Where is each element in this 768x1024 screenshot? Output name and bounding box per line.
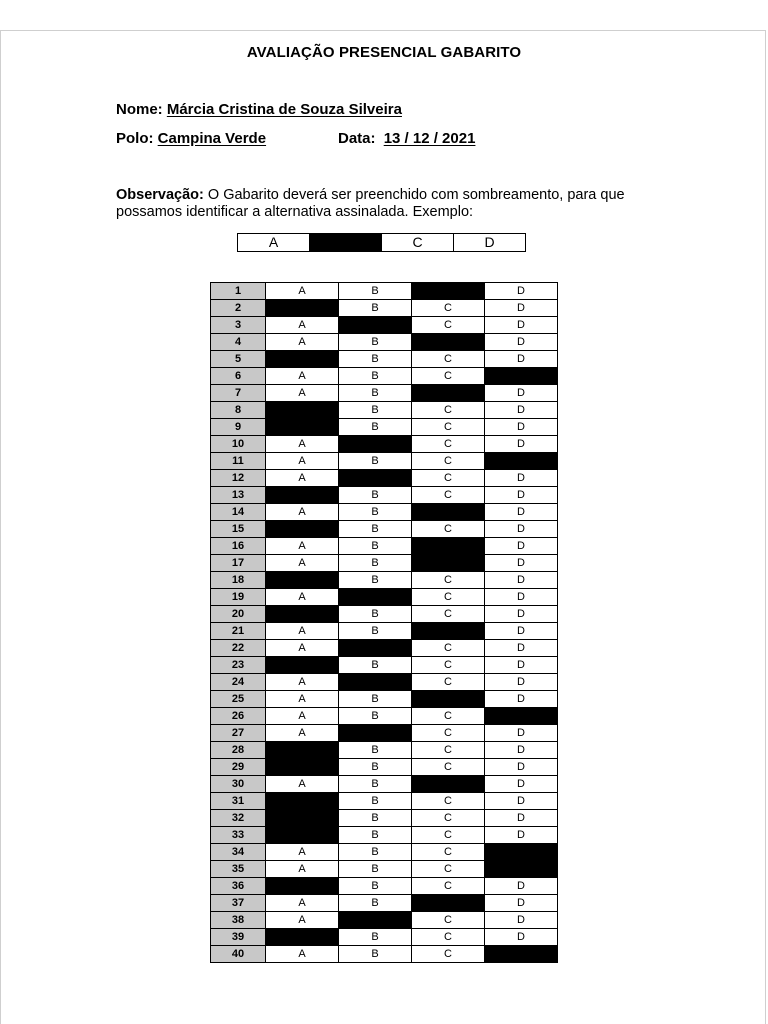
option-d: D — [485, 385, 558, 402]
option-a: A — [266, 555, 339, 572]
option-d: D — [485, 555, 558, 572]
page-title: AVALIAÇÃO PRESENCIAL GABARITO — [246, 44, 522, 61]
question-number: 22 — [211, 640, 266, 657]
option-b: B — [339, 861, 412, 878]
question-number: 23 — [211, 657, 266, 674]
option-c: C — [412, 759, 485, 776]
option-d — [485, 861, 558, 878]
answer-row — [211, 572, 558, 589]
answer-row — [211, 878, 558, 895]
question-number: 40 — [211, 946, 266, 963]
option-d: D — [485, 521, 558, 538]
option-d: D — [485, 487, 558, 504]
option-a — [266, 878, 339, 895]
option-a: A — [266, 691, 339, 708]
option-a: A — [266, 589, 339, 606]
option-c — [412, 334, 485, 351]
answer-row — [211, 827, 558, 844]
option-a: A — [266, 623, 339, 640]
option-b: B — [339, 538, 412, 555]
answer-row — [211, 623, 558, 640]
option-d: D — [485, 725, 558, 742]
option-a: A — [266, 317, 339, 334]
question-number: 1 — [211, 283, 266, 300]
option-c: C — [412, 606, 485, 623]
option-c: C — [412, 436, 485, 453]
answer-row — [211, 793, 558, 810]
question-number: 10 — [211, 436, 266, 453]
answer-row — [211, 283, 558, 300]
answer-row — [211, 691, 558, 708]
polo-label: Polo: — [116, 130, 154, 147]
option-c: C — [412, 793, 485, 810]
option-b: B — [339, 606, 412, 623]
option-b — [339, 912, 412, 929]
option-b: B — [339, 810, 412, 827]
question-number: 20 — [211, 606, 266, 623]
answer-row — [211, 317, 558, 334]
answer-row — [211, 368, 558, 385]
answer-key-table — [210, 282, 558, 963]
name-label: Nome: — [116, 101, 163, 118]
question-number: 33 — [211, 827, 266, 844]
option-b: B — [339, 385, 412, 402]
option-c: C — [412, 521, 485, 538]
option-d: D — [485, 589, 558, 606]
option-b: B — [339, 368, 412, 385]
option-a: A — [266, 453, 339, 470]
answer-row — [211, 861, 558, 878]
option-d — [485, 368, 558, 385]
answer-row — [211, 759, 558, 776]
option-d: D — [485, 640, 558, 657]
answer-row — [211, 912, 558, 929]
answer-row — [211, 742, 558, 759]
option-d: D — [485, 742, 558, 759]
option-b — [339, 470, 412, 487]
option-b: B — [339, 895, 412, 912]
option-c — [412, 555, 485, 572]
option-d: D — [485, 827, 558, 844]
option-c: C — [412, 929, 485, 946]
observation-label: Observação: — [116, 187, 204, 203]
answer-row — [211, 776, 558, 793]
example-option-b — [310, 234, 382, 252]
option-a: A — [266, 861, 339, 878]
option-d: D — [485, 402, 558, 419]
question-number: 21 — [211, 623, 266, 640]
option-a: A — [266, 776, 339, 793]
option-d: D — [485, 657, 558, 674]
option-a — [266, 572, 339, 589]
option-c: C — [412, 487, 485, 504]
option-c: C — [412, 946, 485, 963]
option-c: C — [412, 674, 485, 691]
option-d: D — [485, 912, 558, 929]
option-b — [339, 589, 412, 606]
answer-row — [211, 810, 558, 827]
answer-row — [211, 402, 558, 419]
option-d — [485, 946, 558, 963]
option-d: D — [485, 759, 558, 776]
question-number: 11 — [211, 453, 266, 470]
option-b: B — [339, 946, 412, 963]
question-number: 39 — [211, 929, 266, 946]
option-b: B — [339, 351, 412, 368]
question-number: 6 — [211, 368, 266, 385]
option-d: D — [485, 572, 558, 589]
question-number: 12 — [211, 470, 266, 487]
option-a — [266, 487, 339, 504]
option-c: C — [412, 742, 485, 759]
observation-body: O Gabarito deverá ser preenchido com sombreamento, para que possamos identificar a alternativa assinalada. Exemplo: — [116, 187, 625, 220]
answer-row — [211, 657, 558, 674]
option-d: D — [485, 351, 558, 368]
option-d — [485, 844, 558, 861]
question-number: 16 — [211, 538, 266, 555]
option-b: B — [339, 334, 412, 351]
option-a — [266, 759, 339, 776]
example-option-a: A — [238, 234, 310, 252]
option-a: A — [266, 334, 339, 351]
answer-row — [211, 640, 558, 657]
option-b: B — [339, 691, 412, 708]
option-b — [339, 725, 412, 742]
example-option-d: D — [454, 234, 526, 252]
option-b: B — [339, 657, 412, 674]
option-c: C — [412, 368, 485, 385]
answer-row — [211, 521, 558, 538]
option-c — [412, 623, 485, 640]
option-b: B — [339, 759, 412, 776]
option-b: B — [339, 504, 412, 521]
option-b: B — [339, 776, 412, 793]
option-b: B — [339, 521, 412, 538]
option-b: B — [339, 929, 412, 946]
answer-row — [211, 538, 558, 555]
question-number: 30 — [211, 776, 266, 793]
option-b: B — [339, 708, 412, 725]
question-number: 35 — [211, 861, 266, 878]
question-number: 18 — [211, 572, 266, 589]
option-c — [412, 385, 485, 402]
answer-row — [211, 504, 558, 521]
option-b: B — [339, 402, 412, 419]
option-b: B — [339, 300, 412, 317]
option-d: D — [485, 538, 558, 555]
option-a: A — [266, 725, 339, 742]
option-b — [339, 640, 412, 657]
answer-row — [211, 708, 558, 725]
option-a: A — [266, 504, 339, 521]
option-d: D — [485, 929, 558, 946]
date-value: 13 / 12 / 2021 — [383, 130, 476, 147]
answer-row — [211, 419, 558, 436]
option-d: D — [485, 504, 558, 521]
example-answer-row — [237, 233, 526, 252]
option-a — [266, 521, 339, 538]
question-number: 13 — [211, 487, 266, 504]
option-a: A — [266, 912, 339, 929]
option-c: C — [412, 470, 485, 487]
answer-row — [211, 453, 558, 470]
question-number: 4 — [211, 334, 266, 351]
option-a: A — [266, 538, 339, 555]
option-d: D — [485, 436, 558, 453]
option-c: C — [412, 317, 485, 334]
option-b — [339, 674, 412, 691]
option-a: A — [266, 640, 339, 657]
option-c — [412, 776, 485, 793]
option-a: A — [266, 436, 339, 453]
option-d: D — [485, 793, 558, 810]
answer-row — [211, 470, 558, 487]
option-b: B — [339, 793, 412, 810]
option-d: D — [485, 623, 558, 640]
question-number: 15 — [211, 521, 266, 538]
question-number: 31 — [211, 793, 266, 810]
option-a — [266, 742, 339, 759]
option-b: B — [339, 419, 412, 436]
option-c: C — [412, 657, 485, 674]
option-a: A — [266, 674, 339, 691]
answer-row — [211, 555, 558, 572]
question-number: 8 — [211, 402, 266, 419]
option-a — [266, 419, 339, 436]
option-a: A — [266, 283, 339, 300]
question-number: 37 — [211, 895, 266, 912]
option-b: B — [339, 844, 412, 861]
option-d: D — [485, 300, 558, 317]
option-b — [339, 317, 412, 334]
answer-row — [211, 929, 558, 946]
option-b: B — [339, 555, 412, 572]
option-a: A — [266, 708, 339, 725]
question-number: 25 — [211, 691, 266, 708]
option-a: A — [266, 946, 339, 963]
question-number: 36 — [211, 878, 266, 895]
answer-row — [211, 606, 558, 623]
option-b: B — [339, 742, 412, 759]
answer-row — [211, 589, 558, 606]
option-c: C — [412, 810, 485, 827]
option-c: C — [412, 351, 485, 368]
option-b: B — [339, 283, 412, 300]
option-b — [339, 436, 412, 453]
option-d: D — [485, 810, 558, 827]
option-d: D — [485, 334, 558, 351]
option-a — [266, 793, 339, 810]
option-d: D — [485, 895, 558, 912]
question-number: 32 — [211, 810, 266, 827]
answer-row — [211, 351, 558, 368]
question-number: 24 — [211, 674, 266, 691]
example-option-c: C — [382, 234, 454, 252]
option-d: D — [485, 283, 558, 300]
option-a: A — [266, 385, 339, 402]
question-number: 9 — [211, 419, 266, 436]
answer-row — [211, 334, 558, 351]
answer-row — [211, 725, 558, 742]
option-b: B — [339, 572, 412, 589]
option-a — [266, 402, 339, 419]
option-d: D — [485, 317, 558, 334]
option-c: C — [412, 708, 485, 725]
option-d: D — [485, 878, 558, 895]
observation-text — [116, 187, 656, 221]
option-a — [266, 300, 339, 317]
polo-line — [116, 130, 266, 147]
student-name-line — [116, 101, 402, 118]
question-number: 14 — [211, 504, 266, 521]
polo-value: Campina Verde — [157, 130, 267, 147]
option-a — [266, 606, 339, 623]
option-c: C — [412, 589, 485, 606]
question-number: 2 — [211, 300, 266, 317]
option-d — [485, 453, 558, 470]
option-d: D — [485, 606, 558, 623]
option-a — [266, 827, 339, 844]
answer-row — [211, 844, 558, 861]
option-c: C — [412, 453, 485, 470]
option-c: C — [412, 402, 485, 419]
option-d — [485, 708, 558, 725]
answer-row — [211, 487, 558, 504]
option-a: A — [266, 470, 339, 487]
name-value: Márcia Cristina de Souza Silveira — [166, 101, 402, 118]
option-c — [412, 691, 485, 708]
option-c: C — [412, 827, 485, 844]
question-number: 19 — [211, 589, 266, 606]
question-number: 3 — [211, 317, 266, 334]
answer-row — [211, 674, 558, 691]
question-number: 34 — [211, 844, 266, 861]
option-c: C — [412, 725, 485, 742]
question-number: 7 — [211, 385, 266, 402]
question-number: 28 — [211, 742, 266, 759]
option-b: B — [339, 623, 412, 640]
option-a — [266, 810, 339, 827]
answer-row — [211, 436, 558, 453]
option-b: B — [339, 878, 412, 895]
question-number: 27 — [211, 725, 266, 742]
question-number: 29 — [211, 759, 266, 776]
option-c: C — [412, 844, 485, 861]
option-b: B — [339, 453, 412, 470]
answer-row — [211, 300, 558, 317]
option-d: D — [485, 419, 558, 436]
date-label: Data: — [338, 130, 376, 147]
option-c — [412, 504, 485, 521]
date-line — [338, 130, 475, 147]
option-c: C — [412, 878, 485, 895]
option-d: D — [485, 470, 558, 487]
option-d: D — [485, 674, 558, 691]
question-number: 38 — [211, 912, 266, 929]
option-a — [266, 929, 339, 946]
option-c: C — [412, 912, 485, 929]
option-b: B — [339, 487, 412, 504]
option-a — [266, 657, 339, 674]
question-number: 17 — [211, 555, 266, 572]
option-c — [412, 283, 485, 300]
option-c: C — [412, 419, 485, 436]
option-a: A — [266, 844, 339, 861]
option-c: C — [412, 861, 485, 878]
question-number: 5 — [211, 351, 266, 368]
option-c: C — [412, 640, 485, 657]
option-d: D — [485, 776, 558, 793]
option-c: C — [412, 572, 485, 589]
option-a: A — [266, 368, 339, 385]
answer-row — [211, 895, 558, 912]
option-c: C — [412, 300, 485, 317]
question-number: 26 — [211, 708, 266, 725]
option-a — [266, 351, 339, 368]
option-d: D — [485, 691, 558, 708]
option-c — [412, 538, 485, 555]
option-b: B — [339, 827, 412, 844]
answer-row — [211, 946, 558, 963]
answer-row — [211, 385, 558, 402]
option-a: A — [266, 895, 339, 912]
option-c — [412, 895, 485, 912]
